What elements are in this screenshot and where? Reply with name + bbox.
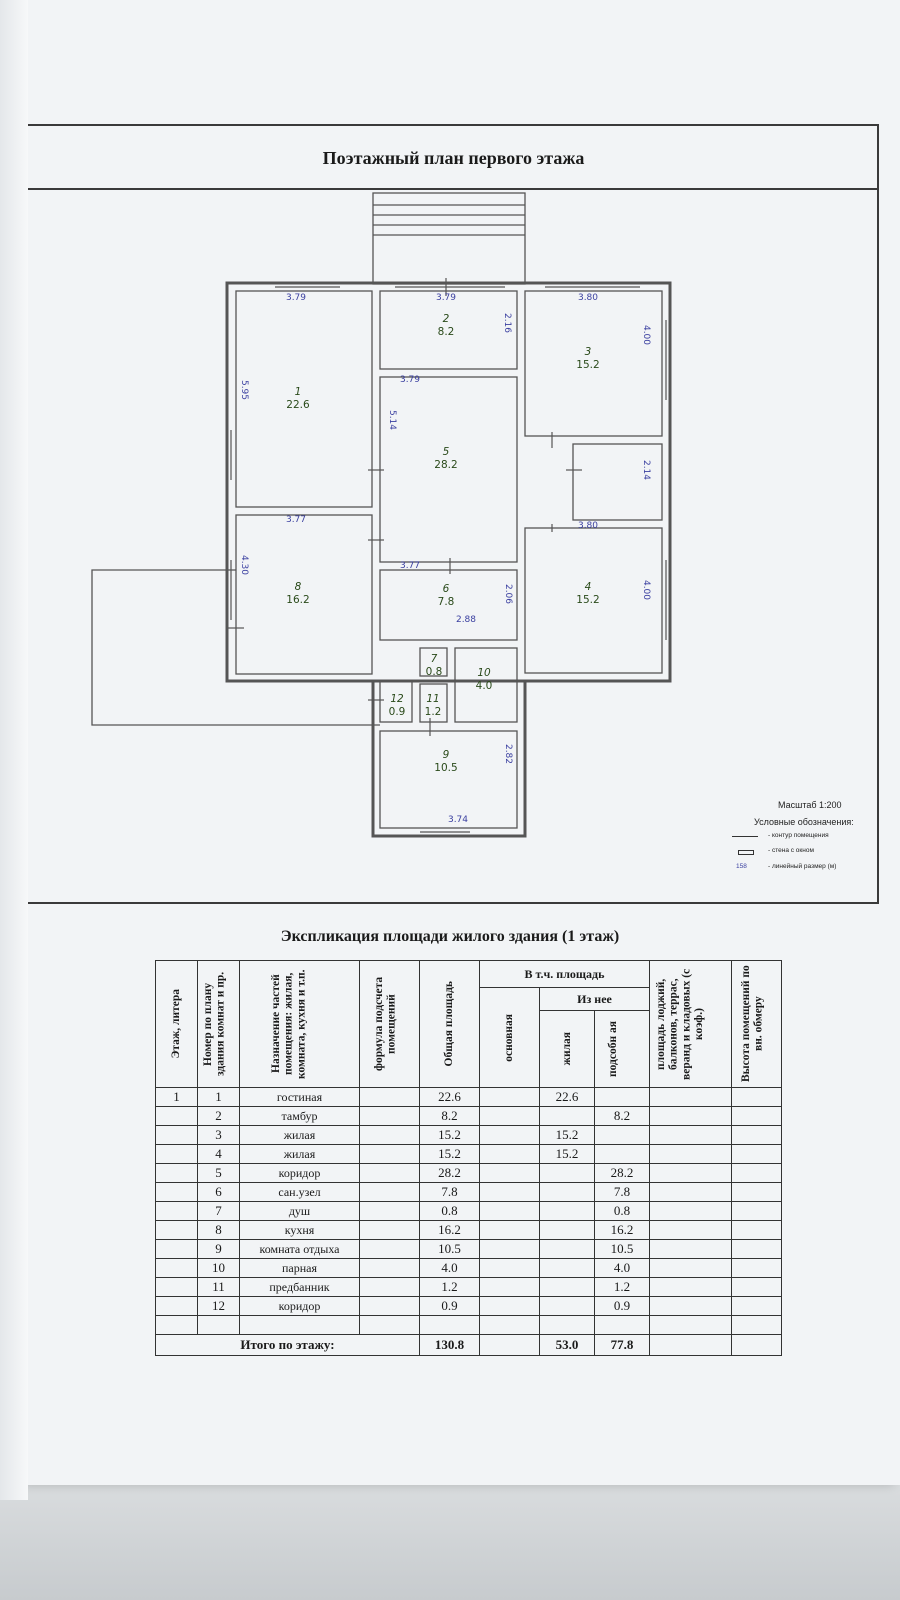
dimension-label: 2.88 xyxy=(455,615,477,625)
totals-aux: 77.8 xyxy=(595,1335,650,1356)
dimension-label: 4.00 xyxy=(641,324,651,346)
col-total: Общая площадь xyxy=(420,961,480,1088)
cell-floor xyxy=(156,1316,198,1335)
col-purpose: Назначение частей помещения: жилая, комната, кухня и т.п. xyxy=(240,961,360,1088)
cell-total xyxy=(420,1316,480,1335)
cell-loggia xyxy=(650,1088,732,1107)
col-of-which: Из нее xyxy=(540,988,650,1011)
legend-item: - контур помещения xyxy=(768,832,829,839)
cell-height xyxy=(732,1278,782,1297)
cell-loggia xyxy=(650,1316,732,1335)
explication-table xyxy=(155,960,782,1356)
table-row xyxy=(156,1107,782,1126)
room-number: 11 xyxy=(426,693,440,705)
table-row xyxy=(156,1316,782,1335)
cell-main xyxy=(480,1145,540,1164)
cell-name: кухня xyxy=(240,1221,360,1240)
col-floor: Этаж, литера xyxy=(156,961,198,1088)
col-aux: подсобн ая xyxy=(595,1011,650,1088)
cell-total: 28.2 xyxy=(420,1164,480,1183)
cell-floor: 1 xyxy=(156,1088,198,1107)
col-height: Высота помещений по вн. обмеру xyxy=(732,961,782,1088)
cell-total: 7.8 xyxy=(420,1183,480,1202)
contour-line-symbol xyxy=(732,836,758,837)
cell-total: 22.6 xyxy=(420,1088,480,1107)
dimension-label: 3.77 xyxy=(399,561,421,571)
cell-num xyxy=(198,1316,240,1335)
dimension-label: 3.79 xyxy=(399,375,421,385)
dimension-label: 5.14 xyxy=(387,409,397,431)
cell-aux xyxy=(595,1316,650,1335)
cell-height xyxy=(732,1145,782,1164)
cell-num: 10 xyxy=(198,1259,240,1278)
cell-name xyxy=(240,1316,360,1335)
room-number: 5 xyxy=(442,446,450,458)
cell-main xyxy=(480,1278,540,1297)
cell-living xyxy=(540,1221,595,1240)
cell-name: предбанник xyxy=(240,1278,360,1297)
cell-total: 4.0 xyxy=(420,1259,480,1278)
cell-living xyxy=(540,1202,595,1221)
cell-living: 15.2 xyxy=(540,1145,595,1164)
cell-loggia xyxy=(650,1259,732,1278)
cell-height xyxy=(732,1316,782,1335)
dimension-label: 5.95 xyxy=(239,379,249,401)
cell-num: 6 xyxy=(198,1183,240,1202)
legend-item: - линейный размер (м) xyxy=(768,863,837,870)
cell-loggia xyxy=(650,1278,732,1297)
cell-formula xyxy=(360,1202,420,1221)
cell-height xyxy=(732,1183,782,1202)
cell-floor xyxy=(156,1259,198,1278)
cell-main xyxy=(480,1183,540,1202)
cell-living: 15.2 xyxy=(540,1126,595,1145)
col-formula: формула подсчета помещений xyxy=(360,961,420,1088)
cell-height xyxy=(732,1259,782,1278)
table-row xyxy=(156,1240,782,1259)
totals-label: Итого по этажу: xyxy=(156,1335,420,1356)
cell-main xyxy=(480,1221,540,1240)
dimension-label: 2.16 xyxy=(502,312,512,334)
legend-sample-dim: 158 xyxy=(736,863,747,870)
room-number: 1 xyxy=(294,386,302,398)
cell-aux: 1.2 xyxy=(595,1278,650,1297)
room-number: 12 xyxy=(390,693,404,705)
cell-name: жилая xyxy=(240,1145,360,1164)
cell-living xyxy=(540,1107,595,1126)
table-row xyxy=(156,1145,782,1164)
table-row xyxy=(156,1297,782,1316)
cell-loggia xyxy=(650,1107,732,1126)
cell-floor xyxy=(156,1278,198,1297)
cell-formula xyxy=(360,1145,420,1164)
window-wall-symbol xyxy=(738,850,754,855)
table-row xyxy=(156,1088,782,1107)
cell-loggia xyxy=(650,1297,732,1316)
room-number: 8 xyxy=(294,581,302,593)
cell-formula xyxy=(360,1316,420,1335)
cell-height xyxy=(732,1164,782,1183)
cell-height xyxy=(732,1297,782,1316)
totals-row xyxy=(156,1335,782,1356)
dimension-label: 3.80 xyxy=(577,521,599,531)
legend-item: - стена с окном xyxy=(768,847,814,854)
cell-total: 16.2 xyxy=(420,1221,480,1240)
room-area: 22.6 xyxy=(286,399,310,411)
room-number: 7 xyxy=(430,653,438,665)
room-number: 9 xyxy=(442,749,450,761)
cell-loggia xyxy=(650,1202,732,1221)
cell-total: 15.2 xyxy=(420,1126,480,1145)
cell-loggia xyxy=(650,1183,732,1202)
cell-formula xyxy=(360,1107,420,1126)
cell-height xyxy=(732,1126,782,1145)
cell-floor xyxy=(156,1202,198,1221)
cell-aux: 28.2 xyxy=(595,1164,650,1183)
cell-main xyxy=(480,1088,540,1107)
room-outline-9 xyxy=(380,731,517,828)
cell-floor xyxy=(156,1297,198,1316)
cell-main xyxy=(480,1259,540,1278)
cell-total: 0.8 xyxy=(420,1202,480,1221)
cell-living xyxy=(540,1183,595,1202)
cell-floor xyxy=(156,1145,198,1164)
plan-title: Поэтажный план первого этажа xyxy=(322,148,585,168)
table-row xyxy=(156,1126,782,1145)
cell-height xyxy=(732,1202,782,1221)
cell-loggia xyxy=(650,1240,732,1259)
cell-total: 10.5 xyxy=(420,1240,480,1259)
cell-name: комната отдыха xyxy=(240,1240,360,1259)
cell-total: 0.9 xyxy=(420,1297,480,1316)
cell-name: коридор xyxy=(240,1297,360,1316)
cell-num: 5 xyxy=(198,1164,240,1183)
cell-formula xyxy=(360,1240,420,1259)
cell-living xyxy=(540,1278,595,1297)
room-area: 10.5 xyxy=(434,762,458,774)
cell-loggia xyxy=(650,1164,732,1183)
cell-aux: 10.5 xyxy=(595,1240,650,1259)
room-number: 4 xyxy=(584,581,592,593)
table-surface xyxy=(0,1485,900,1600)
room-area: 7.8 xyxy=(437,596,455,608)
cell-floor xyxy=(156,1126,198,1145)
cell-formula xyxy=(360,1221,420,1240)
cell-living xyxy=(540,1297,595,1316)
dimension-label: 4.00 xyxy=(641,579,651,601)
cell-num: 7 xyxy=(198,1202,240,1221)
outer-wall xyxy=(227,283,670,681)
col-main: основная xyxy=(480,988,540,1088)
dimension-label: 2.06 xyxy=(503,583,513,605)
cell-aux: 4.0 xyxy=(595,1259,650,1278)
col-incl: В т.ч. площадь xyxy=(480,961,650,988)
room-number: 10 xyxy=(477,667,491,679)
cell-formula xyxy=(360,1183,420,1202)
col-loggia: площадь лоджий, балконов, террас, веранд и кладовых (с коэф.) xyxy=(650,961,732,1088)
room-area: 4.0 xyxy=(475,680,493,692)
cell-name: гостиная xyxy=(240,1088,360,1107)
cell-living xyxy=(540,1164,595,1183)
cell-num: 8 xyxy=(198,1221,240,1240)
cell-num: 1 xyxy=(198,1088,240,1107)
dimension-label: 4.30 xyxy=(239,554,249,576)
cell-aux: 0.8 xyxy=(595,1202,650,1221)
cell-formula xyxy=(360,1259,420,1278)
cell-aux: 7.8 xyxy=(595,1183,650,1202)
cell-name: жилая xyxy=(240,1126,360,1145)
cell-total: 15.2 xyxy=(420,1145,480,1164)
room-area: 1.2 xyxy=(424,706,442,718)
porch xyxy=(373,193,525,284)
dimension-label: 3.79 xyxy=(435,293,457,303)
cell-living xyxy=(540,1316,595,1335)
cell-aux: 16.2 xyxy=(595,1221,650,1240)
cell-formula xyxy=(360,1164,420,1183)
table-row xyxy=(156,1221,782,1240)
cell-living xyxy=(540,1240,595,1259)
dimension-label: 3.80 xyxy=(577,293,599,303)
cell-main xyxy=(480,1164,540,1183)
cell-total: 8.2 xyxy=(420,1107,480,1126)
cell-main xyxy=(480,1107,540,1126)
cell-main xyxy=(480,1126,540,1145)
scale-label: Масштаб 1:200 xyxy=(778,800,842,810)
cell-num: 11 xyxy=(198,1278,240,1297)
room-area: 15.2 xyxy=(576,594,600,606)
cell-height xyxy=(732,1240,782,1259)
cell-aux xyxy=(595,1145,650,1164)
cell-aux: 0.9 xyxy=(595,1297,650,1316)
cell-main xyxy=(480,1316,540,1335)
cell-main xyxy=(480,1297,540,1316)
room-outline-hall xyxy=(573,444,662,520)
room-area: 8.2 xyxy=(437,326,455,338)
table-row xyxy=(156,1278,782,1297)
room-area: 28.2 xyxy=(434,459,458,471)
totals-main xyxy=(480,1335,540,1356)
room-area: 16.2 xyxy=(286,594,310,606)
cell-living xyxy=(540,1259,595,1278)
table-row xyxy=(156,1164,782,1183)
cell-main xyxy=(480,1202,540,1221)
room-area: 15.2 xyxy=(576,359,600,371)
cell-loggia xyxy=(650,1126,732,1145)
cell-total: 1.2 xyxy=(420,1278,480,1297)
dimension-label: 2.82 xyxy=(503,743,513,765)
cell-floor xyxy=(156,1164,198,1183)
cell-name: тамбур xyxy=(240,1107,360,1126)
cell-formula xyxy=(360,1088,420,1107)
table-row xyxy=(156,1259,782,1278)
totals-loggia xyxy=(650,1335,732,1356)
room-area: 0.9 xyxy=(388,706,406,718)
cell-name: коридор xyxy=(240,1164,360,1183)
cell-formula xyxy=(360,1126,420,1145)
cell-name: душ xyxy=(240,1202,360,1221)
cell-living: 22.6 xyxy=(540,1088,595,1107)
cell-loggia xyxy=(650,1145,732,1164)
dimension-label: 2.14 xyxy=(641,459,651,481)
cell-formula xyxy=(360,1297,420,1316)
cell-loggia xyxy=(650,1221,732,1240)
cell-aux xyxy=(595,1126,650,1145)
totals-total: 130.8 xyxy=(420,1335,480,1356)
cell-num: 12 xyxy=(198,1297,240,1316)
cell-floor xyxy=(156,1240,198,1259)
cell-height xyxy=(732,1107,782,1126)
table-row xyxy=(156,1183,782,1202)
room-area: 0.8 xyxy=(425,666,443,678)
cell-formula xyxy=(360,1278,420,1297)
cell-aux xyxy=(595,1088,650,1107)
cell-num: 2 xyxy=(198,1107,240,1126)
cell-aux: 8.2 xyxy=(595,1107,650,1126)
room-number: 6 xyxy=(442,583,450,595)
room-number: 3 xyxy=(584,346,592,358)
cell-name: парная xyxy=(240,1259,360,1278)
cell-floor xyxy=(156,1107,198,1126)
cell-main xyxy=(480,1240,540,1259)
totals-living: 53.0 xyxy=(540,1335,595,1356)
cell-floor xyxy=(156,1221,198,1240)
col-num: Номер по плану здания комнат и пр. xyxy=(198,961,240,1088)
dimension-label: 3.74 xyxy=(447,815,469,825)
col-living: жилая xyxy=(540,1011,595,1088)
table-row xyxy=(156,1202,782,1221)
legend-title: Условные обозначения: xyxy=(754,817,854,827)
cell-num: 3 xyxy=(198,1126,240,1145)
totals-height xyxy=(732,1335,782,1356)
cell-num: 9 xyxy=(198,1240,240,1259)
cell-num: 4 xyxy=(198,1145,240,1164)
room-number: 2 xyxy=(442,313,450,325)
cell-height xyxy=(732,1088,782,1107)
table-title: Экспликация площади жилого здания (1 этаж) xyxy=(280,928,620,945)
cell-floor xyxy=(156,1183,198,1202)
dimension-label: 3.79 xyxy=(285,293,307,303)
dimension-label: 3.77 xyxy=(285,515,307,525)
cell-name: сан.узел xyxy=(240,1183,360,1202)
cell-height xyxy=(732,1221,782,1240)
